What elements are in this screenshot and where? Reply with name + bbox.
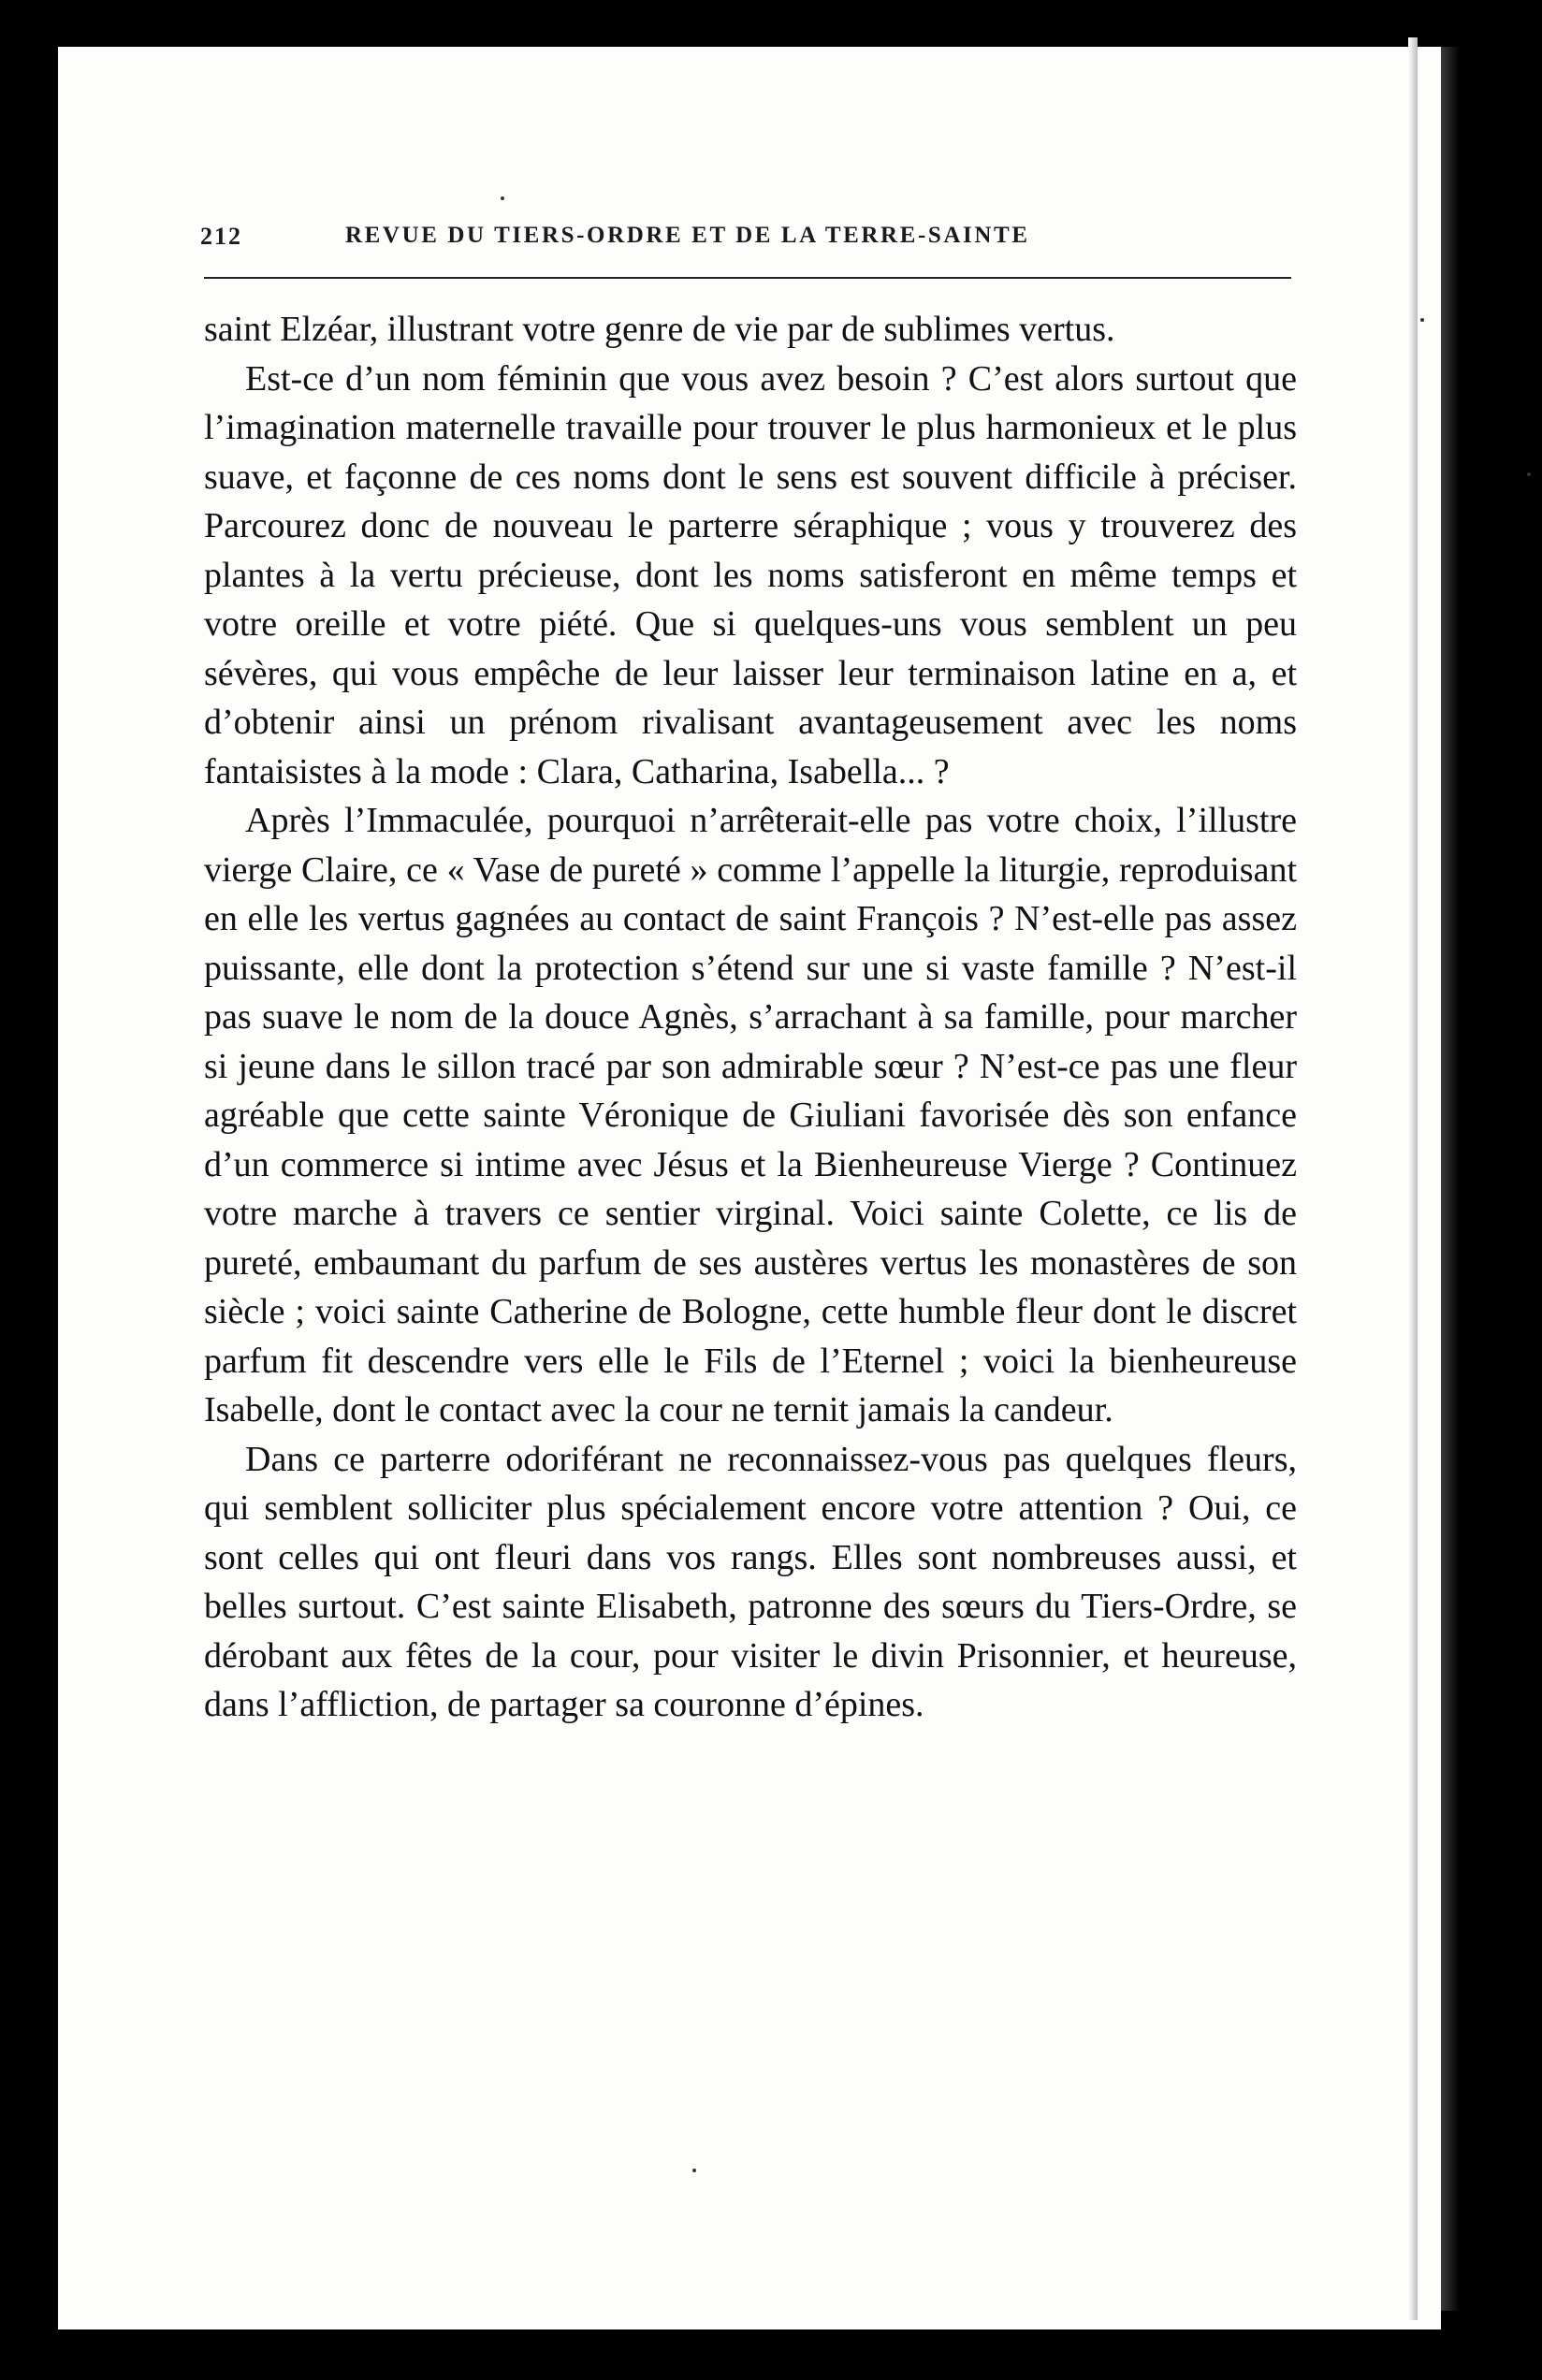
paragraph: Dans ce parterre odoriférant ne reconnaissez-vous pas quelques fleurs, qui semblent solliciter plus spécialement encore votre attention ? Oui, ce sont celles qui ont fleuri dans vos rangs. Elles sont nombreuses aussi, et belles surtout. C’est sainte Elisabeth, patronne des sœurs du Tiers-Ordre, se dérobant aux fêtes de la cour, pour visiter le divin Prisonnier, et heureuse, dans l’affliction, de partager sa couronne d’épines. [204,1439,1297,1724]
header-rule [204,277,1291,279]
page-edge-highlight [1408,37,1418,2320]
paragraph: Après l’Immaculée, pourquoi n’arrêterait-elle pas votre choix, l’illustre vierge Claire, ce « Vase de pureté » comme l’appelle la liturgie, reproduisant en elle les vertus gagnées au contact de saint François ? N’est-elle pas assez puissante, elle dont la protection s’étend sur une si vaste famille ? N’est-il pas suave le nom de la douce Agnès, s’arrachant à sa famille, pour marcher si jeune dans le sillon tracé par son admirable sœur ? N’est-ce pas une fleur agréable que cette sainte Véronique de Giuliani favorisée dès son enfance d’un commerce si intime avec Jésus et la Bienheureuse Vierge ? Continuez votre marche à travers ce sentier virginal. Voici sainte Colette, ce lis de pureté, embaumant du parfum de ses austères vertus les monastères de son siècle ; voici sainte Catherine de Bologne, cette humble fleur dont le discret parfum fit descendre vers elle le Fils de l’Eternel ; voici la bienheureuse Isabelle, dont le contact avec la cour ne ternit jamais la candeur. [204,801,1297,1429]
paragraph: Est-ce d’un nom féminin que vous avez besoin ? C’est alors surtout que l’imagination maternelle travaille pour trouver le plus harmonieux et le plus suave, et façonne de ces noms dont le sens est souvent difficile à préciser. Parcourez donc de nouveau le parterre séraphique ; vous y trouverez des plantes à la vertu précieuse, dont les noms satisferont en même temps et votre oreille et votre piété. Que si quelques-uns vous semblent un peu sévères, qui vous empêche de leur laisser leur terminaison latine en a, et d’obtenir ainsi un prénom rivalisant avantageusement avec les noms fantaisistes à la mode : Clara, Catharina, Isabella... ? [204,358,1297,791]
body-text [204,305,1297,1730]
running-header [200,223,1295,260]
scan-speck [1527,472,1531,476]
scan-speck [692,2169,696,2172]
scan-speck [501,196,504,200]
paragraph-continuation: saint Elzéar, illustrant votre genre de vie par de sublimes vertus. [204,310,1115,349]
scan-speck [1420,318,1424,322]
page-number: 212 [200,223,242,250]
running-title: REVUE DU TIERS-ORDRE ET DE LA TERRE-SAINTE [345,223,1030,248]
